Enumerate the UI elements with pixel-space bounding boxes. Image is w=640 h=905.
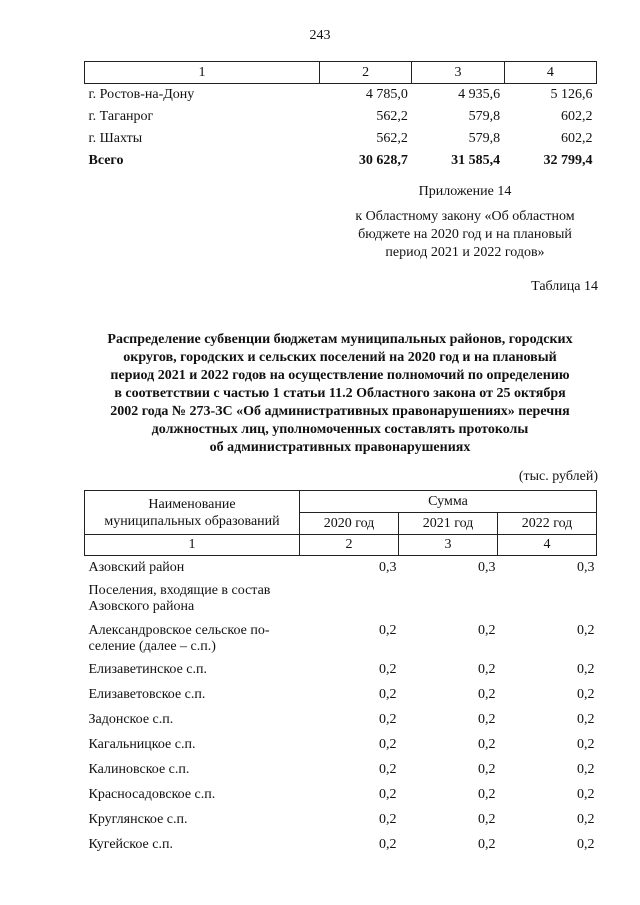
row-value: 0,2 — [478, 837, 496, 852]
column-header-line: муниципальных образований — [104, 513, 280, 529]
index-cell: 2 — [300, 535, 399, 556]
row-value: 0,2 — [478, 687, 496, 702]
row-value: 0,2 — [478, 812, 496, 827]
row-value: 0,2 — [379, 762, 397, 777]
column-header-year: 2022 год — [498, 513, 597, 535]
total-value: 32 799,4 — [543, 153, 593, 168]
page-number: 243 — [309, 28, 331, 43]
table-row — [85, 707, 597, 732]
column-header-line: Наименование — [148, 496, 236, 512]
column-header-year: 2020 год — [300, 513, 399, 535]
table-number: Таблица 14 — [531, 279, 598, 294]
table-row — [85, 832, 597, 857]
table-row — [85, 84, 597, 107]
row-name: Красносадовское с.п. — [88, 787, 216, 802]
row-value: 0,2 — [379, 687, 397, 702]
total-row — [85, 150, 597, 172]
row-name: Круглянское с.п. — [88, 812, 188, 827]
row-name: Александровское сельское по-селение (далее – с.п.) — [88, 623, 270, 654]
row-value: 0,2 — [379, 812, 397, 827]
header-cell: 2 — [320, 62, 412, 84]
row-name: г. Ростов-на-Дону — [88, 87, 195, 102]
row-value: 0,2 — [478, 662, 496, 677]
row-value: 0,2 — [379, 712, 397, 727]
row-value: 0,2 — [577, 837, 595, 852]
row-value: 579,8 — [468, 131, 501, 146]
row-value: 0,2 — [577, 762, 595, 777]
header-cell: 1 — [85, 62, 320, 84]
row-name: Калиновское с.п. — [88, 762, 190, 777]
row-value: 562,2 — [376, 109, 408, 124]
row-value: 0,2 — [577, 812, 595, 827]
row-value: 0,2 — [478, 762, 496, 777]
index-cell: 1 — [85, 535, 300, 556]
column-header-year: 2021 год — [399, 513, 498, 535]
subsidy-table — [84, 490, 597, 857]
title-line: Распределение субвенции бюджетам муниципальных районов, городских — [107, 332, 573, 347]
row-value: 0,2 — [379, 787, 397, 802]
document-title — [80, 331, 600, 457]
index-row — [85, 535, 597, 556]
row-value: 0,2 — [379, 623, 397, 638]
row-value: 602,2 — [561, 109, 593, 124]
annex-line: период 2021 и 2022 годов» — [385, 245, 545, 260]
row-name: г. Таганрог — [88, 109, 154, 124]
table-row — [85, 617, 597, 657]
row-value: 562,2 — [376, 131, 408, 146]
index-cell: 3 — [399, 535, 498, 556]
row-name: Задонское с.п. — [88, 712, 174, 727]
row-value: 602,2 — [561, 131, 593, 146]
table-row — [85, 757, 597, 782]
table-row — [85, 657, 597, 682]
index-cell: 4 — [498, 535, 597, 556]
annex-line: к Областному закону «Об областном — [355, 209, 575, 224]
annex-heading: Приложение 14 — [418, 184, 512, 199]
row-value: 4 785,0 — [365, 87, 408, 102]
row-name: Елизаветовское с.п. — [88, 687, 206, 702]
header-cell: 4 — [504, 62, 596, 84]
row-value: 0,2 — [577, 737, 595, 752]
row-value: 0,2 — [379, 662, 397, 677]
top-table-header — [85, 62, 597, 84]
total-value: 30 628,7 — [358, 153, 408, 168]
header-cell: 3 — [412, 62, 504, 84]
row-value: 0,2 — [478, 737, 496, 752]
title-line: должностных лиц, уполномоченных составлять протоколы — [151, 422, 529, 437]
column-header-name — [85, 491, 300, 535]
title-line: период 2021 и 2022 годов на осуществление полномочий по определению — [110, 368, 570, 383]
row-value: 5 126,6 — [550, 87, 593, 102]
row-value: 0,2 — [379, 837, 397, 852]
table-row — [85, 732, 597, 757]
table-row — [85, 556, 597, 581]
total-label: Всего — [88, 153, 124, 168]
table-row — [85, 807, 597, 832]
table-row — [85, 682, 597, 707]
row-value: 579,8 — [468, 109, 501, 124]
column-header-sum: Сумма — [300, 491, 597, 513]
table-row — [85, 128, 597, 150]
top-table — [84, 61, 597, 172]
table-row — [85, 106, 597, 128]
table-row — [85, 580, 597, 617]
row-value: 0,3 — [577, 560, 595, 575]
row-value: 0,2 — [577, 662, 595, 677]
row-value: 0,2 — [478, 623, 496, 638]
row-value — [300, 580, 399, 617]
row-value: 0,2 — [577, 687, 595, 702]
row-name: Кагальницкое с.п. — [88, 737, 196, 752]
row-name: г. Шахты — [88, 131, 143, 146]
row-name: Кугейское с.п. — [88, 837, 173, 852]
title-line: в соответствии с частью 1 статьи 11.2 Областного закона от 25 октября — [114, 386, 566, 401]
row-value: 0,2 — [577, 623, 595, 638]
row-name: Азовский район — [88, 560, 185, 575]
header-row — [85, 491, 597, 513]
row-value: 0,2 — [577, 787, 595, 802]
row-value — [399, 580, 498, 617]
row-name: Елизаветинское с.п. — [88, 662, 208, 677]
row-value: 4 935,6 — [458, 87, 501, 102]
table-row — [85, 782, 597, 807]
units-label: (тыс. рублей) — [518, 469, 598, 484]
row-value — [498, 580, 597, 617]
row-value: 0,2 — [577, 712, 595, 727]
title-line: об административных правонарушениях — [209, 440, 471, 455]
title-line: 2002 года № 273-ЗС «Об административных правонарушениях» перечня — [110, 404, 570, 419]
total-value: 31 585,4 — [451, 153, 501, 168]
row-value: 0,3 — [478, 560, 496, 575]
row-value: 0,2 — [379, 737, 397, 752]
annex-line: бюджете на 2020 год и на плановый — [358, 227, 572, 242]
row-value: 0,3 — [379, 560, 397, 575]
row-value: 0,2 — [478, 787, 496, 802]
row-name: Поселения, входящие в состав Азовского района — [88, 583, 271, 614]
title-line: округов, городских и сельских поселений на 2020 год и на плановый — [123, 350, 557, 365]
row-value: 0,2 — [478, 712, 496, 727]
